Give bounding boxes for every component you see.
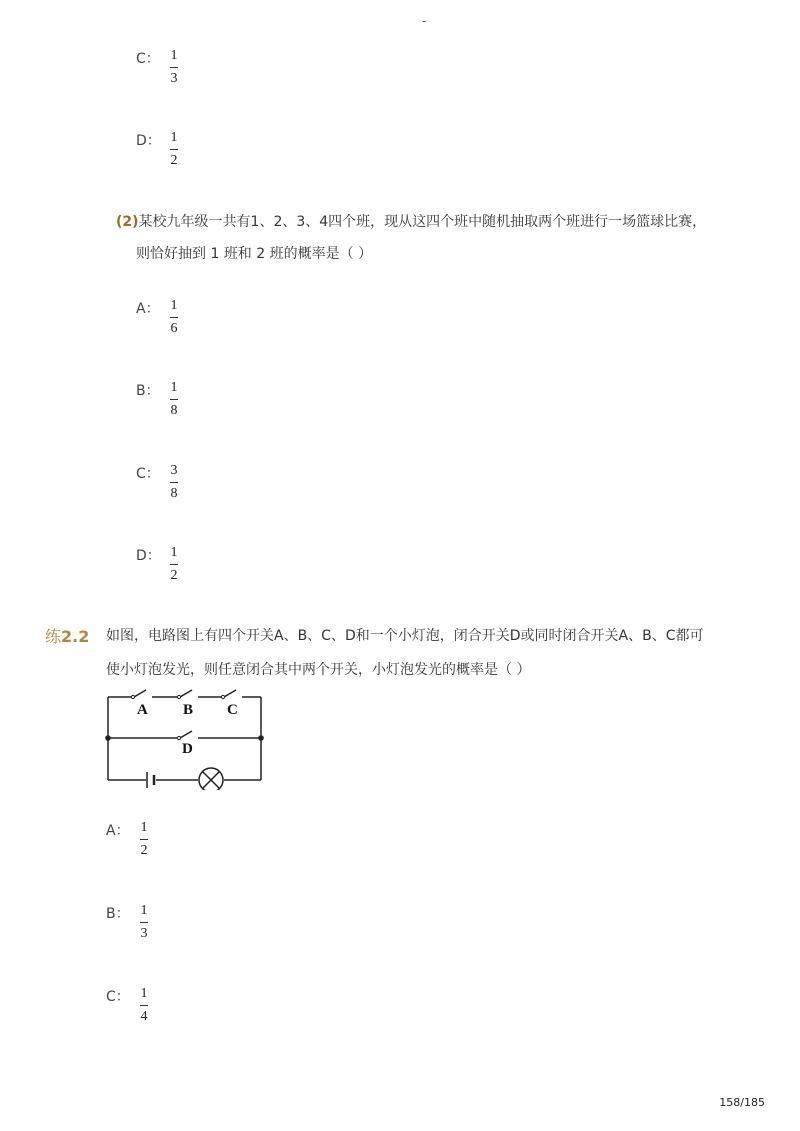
option-letter: A：	[106, 823, 130, 839]
exercise-2-2-line2: 使小灯泡发光，则任意闭合其中两个开关，小灯泡发光的概率是（ ）	[106, 662, 531, 678]
numerator: 1	[170, 545, 178, 560]
fraction-bar	[170, 482, 178, 483]
question-number: (2)	[116, 214, 139, 230]
exercise-label-number: 2.2	[61, 627, 90, 646]
denominator: 8	[170, 486, 178, 501]
exercise-2-2-line1: 如图，电路图上有四个开关A、B、C、D和一个小灯泡，闭合开关D或同时闭合开关A、B、C都可	[106, 628, 704, 644]
fraction	[168, 378, 180, 421]
fraction	[138, 984, 150, 1027]
fraction-bar	[140, 922, 148, 923]
denominator: 4	[140, 1009, 148, 1024]
switch-label-b: B	[183, 702, 194, 718]
junction-right	[258, 735, 264, 741]
numerator: 1	[170, 298, 178, 313]
numerator: 1	[170, 380, 178, 395]
fraction-bar	[170, 399, 178, 400]
denominator: 8	[170, 403, 178, 418]
question-2-line1	[116, 206, 706, 238]
numerator: 3	[170, 463, 178, 478]
option-letter: D：	[136, 133, 161, 149]
ex22-option-c[interactable]	[106, 986, 226, 1036]
page-number: 158/185	[719, 1096, 765, 1109]
option-d-prev[interactable]	[136, 130, 256, 180]
numerator: 1	[170, 48, 178, 63]
switch-label-c: C	[227, 702, 238, 718]
fraction-bar	[140, 839, 148, 840]
denominator: 2	[170, 153, 178, 168]
ex22-option-a[interactable]	[106, 820, 226, 870]
denominator: 3	[170, 71, 178, 86]
fraction-bar	[170, 564, 178, 565]
fraction-bar	[140, 1005, 148, 1006]
switch-label-d: D	[182, 741, 193, 757]
option-letter: C：	[106, 989, 130, 1005]
top-mark: -	[422, 14, 427, 28]
q2-option-c[interactable]	[136, 463, 256, 513]
numerator: 1	[170, 130, 178, 145]
option-letter: A：	[136, 301, 160, 317]
circuit-diagram	[100, 684, 270, 790]
option-letter: C：	[136, 466, 160, 482]
exercise-label-prefix: 练	[45, 627, 62, 646]
denominator: 6	[170, 321, 178, 336]
fraction	[168, 461, 180, 504]
fraction-bar	[170, 67, 178, 68]
fraction	[138, 818, 150, 861]
fraction	[138, 901, 150, 944]
numerator: 1	[140, 903, 148, 918]
fraction-bar	[170, 317, 178, 318]
denominator: 2	[170, 568, 178, 583]
q2-option-d[interactable]	[136, 545, 256, 595]
ex22-option-b[interactable]	[106, 903, 226, 953]
option-letter: B：	[106, 906, 130, 922]
denominator: 3	[140, 926, 148, 941]
question-2-line2: 则恰好抽到 1 班和 2 班的概率是（ ）	[136, 246, 373, 262]
numerator: 1	[140, 820, 148, 835]
option-c-prev[interactable]	[136, 48, 256, 98]
numerator: 1	[140, 986, 148, 1001]
fraction-bar	[170, 149, 178, 150]
junction-left	[105, 735, 111, 741]
denominator: 2	[140, 843, 148, 858]
fraction	[168, 296, 180, 339]
q2-option-b[interactable]	[136, 380, 256, 430]
option-letter: D：	[136, 548, 161, 564]
question-text: 某校九年级一共有1、2、3、4四个班，现从这四个班中随机抽取两个班进行一场篮球比赛，	[138, 214, 707, 230]
fraction	[168, 128, 180, 171]
option-letter: C：	[136, 51, 160, 67]
switch-label-a: A	[137, 702, 148, 718]
q2-option-a[interactable]	[136, 298, 256, 348]
fraction	[168, 46, 180, 89]
exercise-label	[45, 624, 89, 647]
fraction	[168, 543, 180, 586]
option-letter: B：	[136, 383, 160, 399]
